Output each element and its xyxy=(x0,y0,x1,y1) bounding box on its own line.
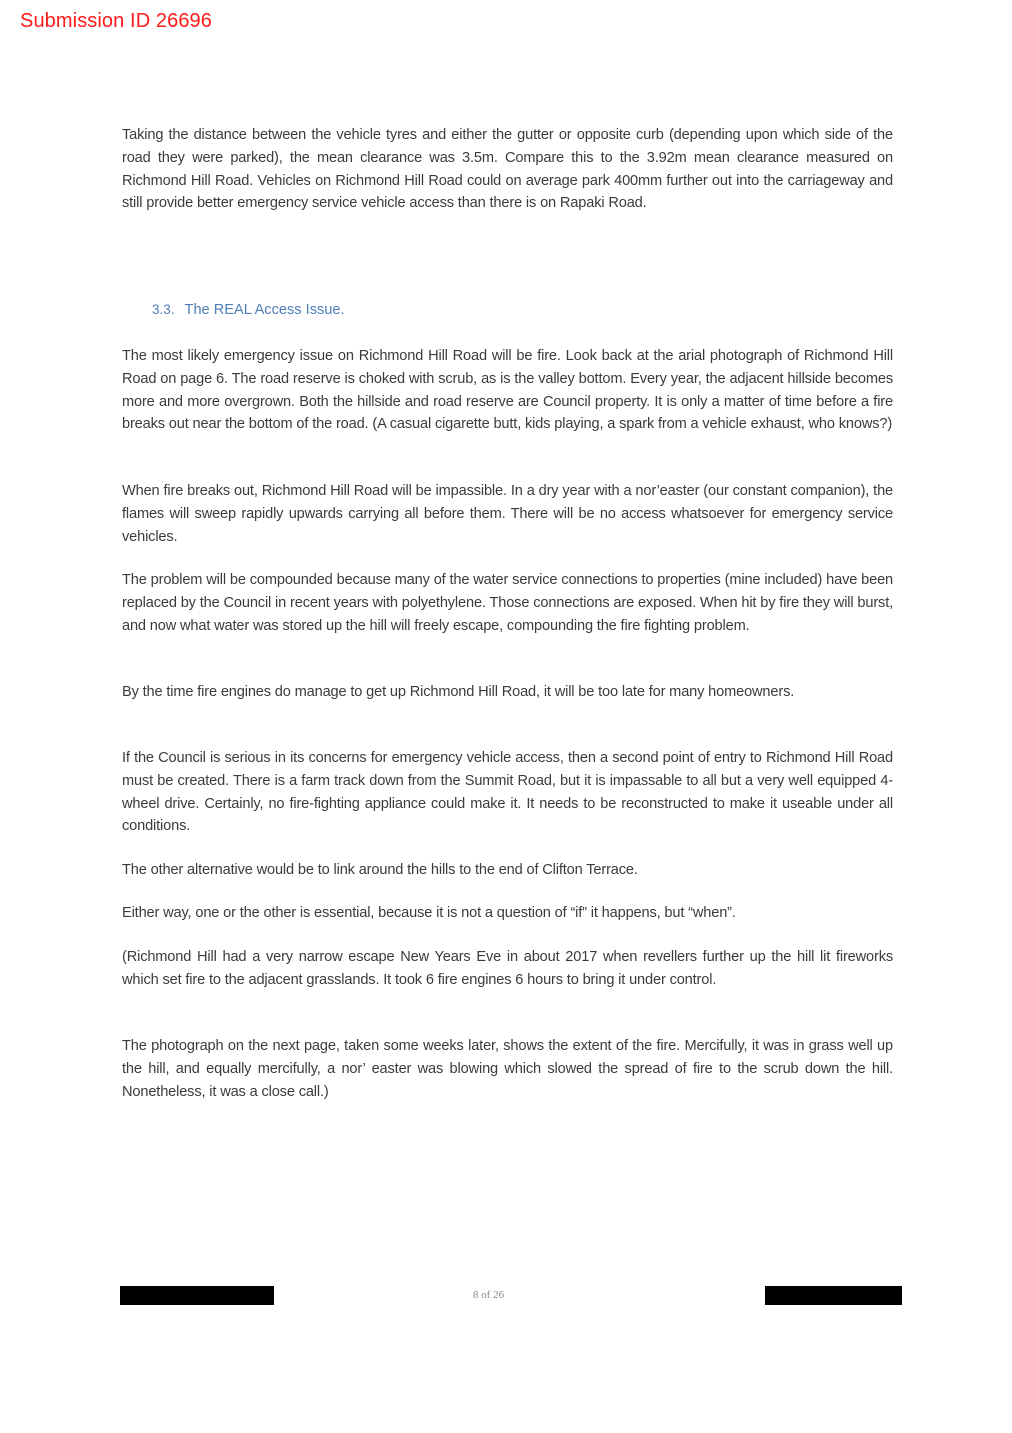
document-paragraph xyxy=(122,345,893,436)
paragraph-text: The photograph on the next page, taken some weeks later, shows the extent of the fire. Mercifully, it was in grass well up the hill, and equally mercifully, a nor’ easter was blowing which slowed the spread of fire to the scrub down the hill. Nonetheless, it was a close call.) xyxy=(122,1038,893,1100)
document-paragraph xyxy=(122,946,893,992)
page-number: 8 of 26 xyxy=(472,1289,505,1301)
paragraph-text: The other alternative would be to link around the hills to the end of Clifton Terrace. xyxy=(122,862,638,878)
paragraph-text: If the Council is serious in its concerns for emergency vehicle access, then a second point of entry to Richmond Hill Road must be created. There is a farm track down from the Summit Road, but it is impassable to all but a very well equipped 4-wheel drive. Certainly, no fire-fighting appliance could make it. It needs to be reconstructed to make it useable under all conditions. xyxy=(122,750,893,835)
document-paragraph xyxy=(122,1035,893,1103)
submission-id-label: Submission ID 26696 xyxy=(20,10,213,32)
paragraph-text: The most likely emergency issue on Richmond Hill Road will be fire. Look back at the arial photograph of Richmond Hill Road on page 6. The road reserve is choked with scrub, as is the valley bottom. Every year, the adjacent hillside becomes more and more overgrown. Both the hillside and road reserve are Council property. It is only a matter of time before a fire breaks out near the bottom of the road. (A casual cigarette butt, kids playing, a spark from a vehicle exhaust, who knows?) xyxy=(122,348,893,433)
section-heading xyxy=(152,302,345,318)
document-paragraph xyxy=(122,569,893,637)
paragraph-text: Taking the distance between the vehicle tyres and either the gutter or opposite curb (depending upon which side of the road they were parked), the mean clearance was 3.5m. Compare this to the 3.92m mean clearance measured on Richmond Hill Road. Vehicles on Richmond Hill Road could on average park 400mm further out into the carriageway and still provide better emergency service vehicle access than there is on Rapaki Road. xyxy=(122,127,893,212)
paragraph-text: (Richmond Hill had a very narrow escape New Years Eve in about 2017 when revellers further up the hill lit fireworks which set fire to the adjacent grasslands. It took 6 fire engines 6 hours to bring it under control. xyxy=(122,949,893,988)
document-paragraph xyxy=(122,124,893,215)
document-paragraph xyxy=(122,902,893,925)
document-paragraph xyxy=(122,480,893,548)
document-paragraph xyxy=(122,681,893,704)
redaction-block-right xyxy=(765,1286,902,1305)
document-paragraph xyxy=(122,859,893,882)
section-title: The REAL Access Issue. xyxy=(184,302,345,318)
section-number: 3.3. xyxy=(152,302,175,317)
paragraph-text: The problem will be compounded because many of the water service connections to properties (mine included) have been replaced by the Council in recent years with polyethylene. Those connections are exposed. When hit by fire they will burst, and now what water was stored up the hill will freely escape, compounding the fire fighting problem. xyxy=(122,572,893,634)
paragraph-text: By the time fire engines do manage to get up Richmond Hill Road, it will be too late for many homeowners. xyxy=(122,684,795,700)
paragraph-text: Either way, one or the other is essential, because it is not a question of “if” it happens, but “when”. xyxy=(122,905,736,921)
document-paragraph xyxy=(122,747,893,838)
paragraph-text: When fire breaks out, Richmond Hill Road will be impassible. In a dry year with a nor’easter (our constant companion), the flames will sweep rapidly upwards carrying all before them. There will be no access whatsoever for emergency service vehicles. xyxy=(122,483,893,545)
